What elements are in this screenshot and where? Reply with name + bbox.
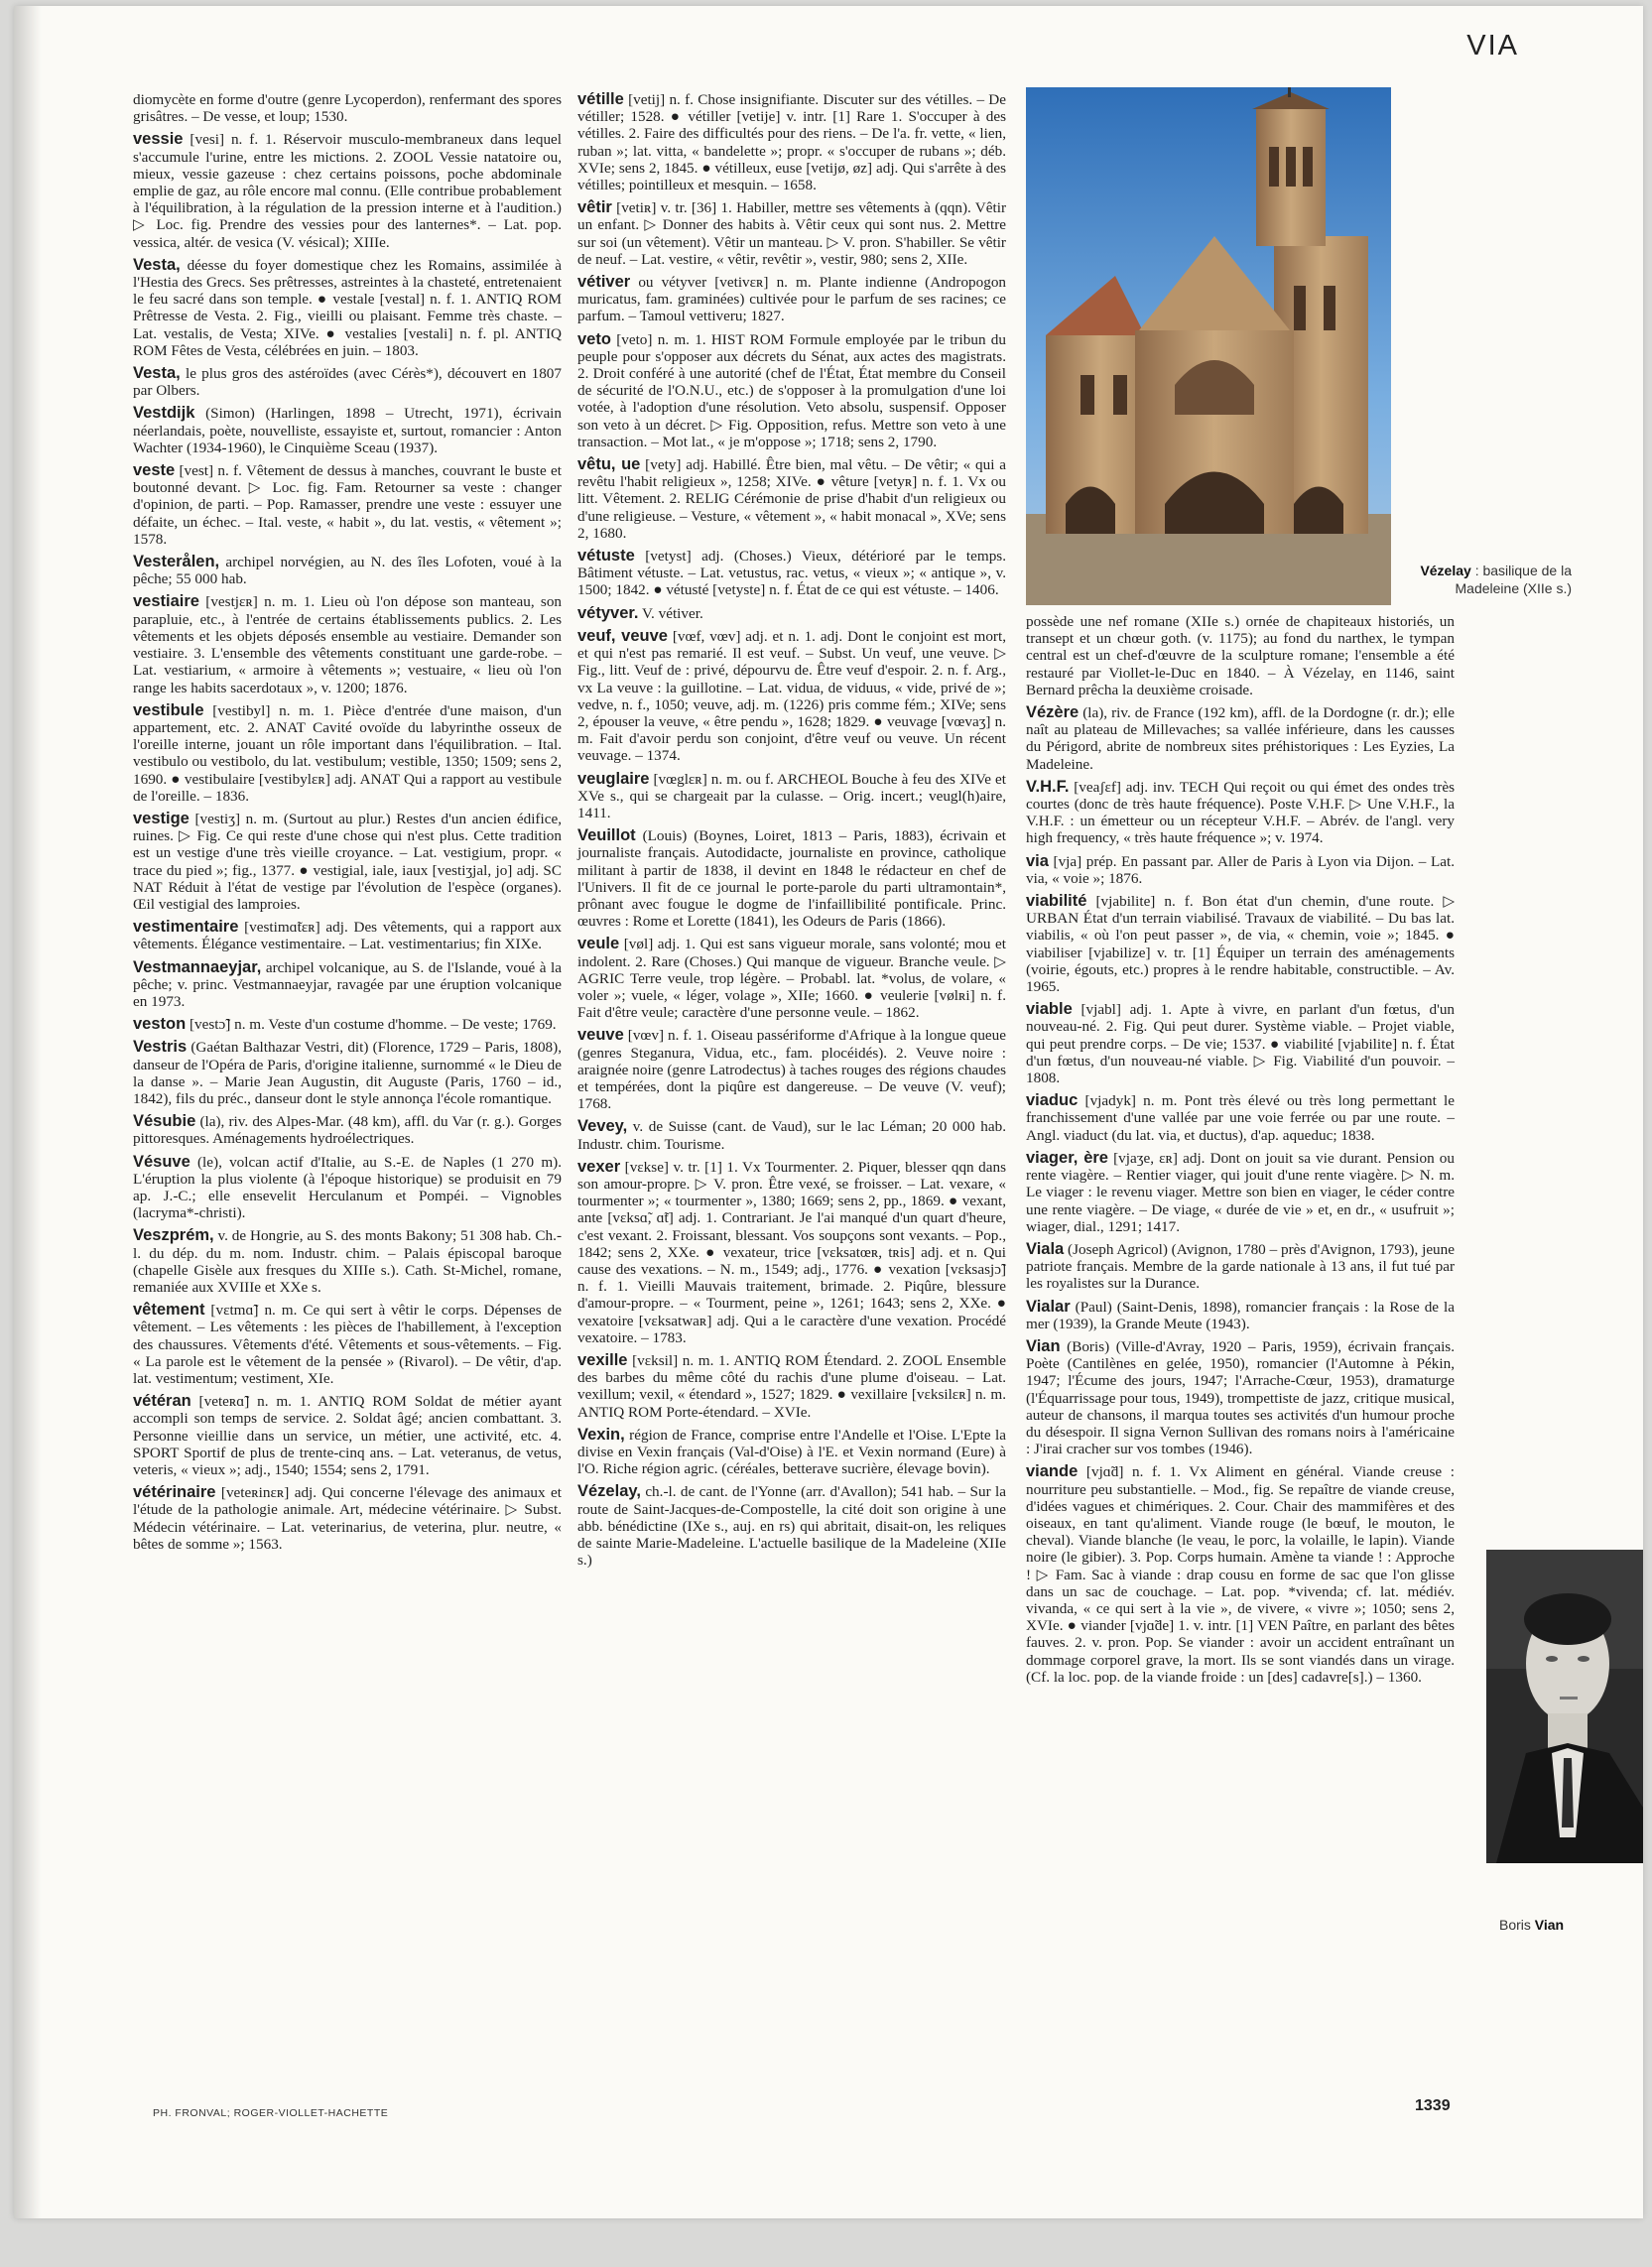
- entry-definition: [vjabilite] n. f. Bon état d'un chemin, d'une route. ▷ URBAN État d'un terrain viabilisé. Travaux de viabilité. – Du bas lat. viabilis, « où l'on peut passer », de via, « chemin, voie »; 1845. ● viabiliser [vjabilize] v. tr. [1] Équiper un terrain des aménagements (voirie, égouts, etc.) propres à le rendre habitable, constructible. – Av. 1965.: [1026, 893, 1456, 996]
- dictionary-entry: [133, 1016, 562, 1033]
- dictionary-entry: [577, 548, 1006, 599]
- vian-first-name: Boris: [1499, 1917, 1531, 1933]
- entry-headword: veston: [133, 1015, 187, 1034]
- entry-definition: [veteʀinɛʀ] adj. Qui concerne l'élevage des animaux et l'étude de la pathologie animale. Art, médecine vétérinaire. ▷ Subst. Médecin vétérinaire. – Lat. veterinarius, de veterina, plur. neutre, « bêtes de somme »; 1563.: [133, 1484, 562, 1553]
- dictionary-entry: [133, 405, 562, 456]
- entry-definition: [vjaʒe, ɛʀ] adj. Dont on jouit sa vie durant. Pension ou rente viagère. – Rentier viager, qui jouit d'une rente viagère. ▷ N. m. Le viager : le revenu viager. Mettre son bien en viager, le céder contre une rente viagère. – De viage, « durée de vie » et, en dr., « usufruit »; wiager, dial., 1291; 1417.: [1026, 1149, 1455, 1235]
- entry-headword: vestibule: [133, 700, 204, 719]
- dictionary-entry: [1026, 779, 1455, 847]
- dictionary-entry: [577, 1118, 1006, 1152]
- entry-definition: [vetiʀ] v. tr. [36] 1. Habiller, mettre ses vêtements à (qqn). Vêtir un enfant. ▷ Donner des habits à. Vêtir ceux qui sont nus. 2. Mettre sur soi (un vêtement). Vêtir un manteau. ▷ V. pron. S'habiller. Se vêtir de neuf. – Lat. vestire, « vêtir, revêtir », vestir, 980; sens 2, XIIe.: [577, 199, 1007, 268]
- entry-headword: via: [1026, 851, 1049, 870]
- dictionary-entry: [133, 593, 562, 695]
- entry-definition: déesse du foyer domestique chez les Romains, assimilée à l'Hestia des Grecs. Ses prêtresses, astreintes à la chasteté, entretenaient le feu sacré dans son temple. ● vestale [vestal] n. f. 1. ANTIQ ROM Prêtresse de Vesta. 2. Fig., vieilli ou plaisant. Femme très chaste. – Lat. vestalis, de Vesta; XIVe. ● vestalies [vestali] n. f. pl. ANTIQ ROM Fêtes de Vesta, célébrées en juin. – 1803.: [133, 256, 563, 359]
- entry-headword: veule: [577, 935, 620, 953]
- dictionary-entry: [133, 1484, 562, 1553]
- entry-definition: possède une nef romane (XIIe s.) ornée de chapiteaux historiés, un transept et un chœur goth. (v. 1175); au fond du narthex, le tympan central est un chef-d'œuvre de la sculpture romane; l'ensemble a été restauré par Viollet-le-Duc en 1840. – À Vézelay, en 1146, saint Bernard prêcha la deuxième croisade.: [1026, 613, 1455, 698]
- entry-headword: Vevey,: [577, 1117, 628, 1136]
- boris-vian-portrait: [1486, 1550, 1643, 1863]
- entry-definition: [vœv] n. f. 1. Oiseau passériforme d'Afrique à la longue queue (genres Steganura, Vidua, etc., fam. plocéidés). 2. Veuve noire : araignée noire (genre Latrodectus) à taches rouges des régions chaudes et tempérées, dont la piqûre est dangereuse. – De veuve (V. veuf); 1768.: [577, 1027, 1006, 1113]
- entry-definition: [vøl] adj. 1. Qui est sans vigueur morale, sans volonté; mou et indolent. 2. Rare (Choses.) Qui manque de vigueur. Branche veule. ▷ AGRIC Terre veule, trop légère. – Probabl. lat. *volus, de volare, « voler »; vuele, « léger, volage », XIIe; 1660. ● veulerie [vølʀi] n. f. Fait d'être veule; caractère d'une personne veule. – 1862.: [577, 936, 1006, 1022]
- entry-headword: vêtu, ue: [577, 455, 641, 474]
- entry-definition: [vɛkse] v. tr. [1] 1. Vx Tourmenter. 2. Piquer, blesser qqn dans son amour-propre. ▷ V. pron. Être vexé, se froisser. – Lat. vexare, « tourmenter »; « tourmenter », 1380; 1669; sens 2, pp., 1869. ● vexant, ante [vɛksɑ̃, ɑ̃t] adj. 1. Contrariant. Je l'ai manqué d'un quart d'heure, c'est vexant. 2. Froissant, blessant. Vos soupçons sont vexants. – Pop., 1842; sens 2, XXe. ● vexateur, trice [vɛksatœʀ, tʀis] adj. et n. Qui cause des vexations. – N. m., 1549; adj., 1776. ● vexation [vɛksasjɔ̃] n. f. 1. Vieilli Mauvais traitement, brimade. 2. Piqûre, blessure d'amour-propre. – « Tourment, peine », 1261; 1643; sens 2, XXe. ● vexatoire [vɛksatwaʀ] adj. Qui a le caractère d'une vexation. Procédé vexatoire. – 1783.: [577, 1158, 1006, 1346]
- entry-definition: diomycète en forme d'outre (genre Lycoperdon), renfermant des spores grisâtres. – De vesse, et loup; 1530.: [133, 91, 562, 126]
- entry-definition: [vœglɛʀ] n. m. ou f. ARCHEOL Bouche à feu des XIVe et XVe s., qui se chargeait par la culasse. – Orig. incert.; veugl(h)aire, 1411.: [577, 770, 1006, 821]
- entry-definition: [vety] adj. Habillé. Être bien, mal vêtu. – De vêtir; « qui a revêtu l'habit religieux », 1258; XIVe. ● vêture [vetyʀ] n. f. 1. Vx ou litt. Vêtement. 2. RELIG Cérémonie de prise d'habit d'un religieux ou d'une religieuse. – Vesture, « vêtement », « habit monacal », XVe; sens 2, 1680.: [577, 456, 1006, 542]
- entry-headword: viande: [1026, 1462, 1079, 1481]
- dictionary-entry: [577, 628, 1006, 765]
- dictionary-entry: [133, 1039, 562, 1107]
- entry-headword: viable: [1026, 1000, 1073, 1019]
- dictionary-entry: [133, 1113, 562, 1147]
- entry-definition: [vestimɑ̃tɛʀ] adj. Des vêtements, qui a rapport aux vêtements. Élégance vestimentaire. – Lat. vestimentarius; fin XIXe.: [133, 919, 563, 953]
- entry-headword: vétille: [577, 90, 624, 108]
- dictionary-entry: [577, 331, 1006, 450]
- column-3: [1026, 613, 1455, 1692]
- dictionary-entry: [133, 811, 562, 913]
- entry-definition: [vesi] n. f. 1. Réservoir musculo-membraneux dans lequel s'accumule l'urine, entre les mictions. 2. ZOOL Vessie natatoire ou, mieux, vessie gazeuse : chez certains poissons, poche abdominale emplie de gaz, au rôle encore mal connu. (Elle contribue probablement à l'équilibration, à la régulation de la pression interne et à l'audition.) ▷ Loc. fig. Prendre des vessies pour des lanternes*. – Lat. pop. vessica, altér. de vesica (V. vésical); XIIIe.: [133, 131, 563, 251]
- dictionary-entry: [1026, 704, 1455, 773]
- dictionary-entry: [133, 1393, 562, 1478]
- entry-definition: (Simon) (Harlingen, 1898 – Utrecht, 1971), écrivain néerlandais, poète, nouvelliste, essayiste et, surtout, romancier : Anton Wachter (1934-1960), le Cinquième Sceau (1937).: [133, 405, 562, 456]
- vezelay-basilica-photo: [1026, 87, 1391, 605]
- entry-headword: V.H.F.: [1026, 777, 1070, 796]
- entry-definition: [vjabl] adj. 1. Apte à vivre, en parlant d'un fœtus, d'un nouveau-né. 2. Fig. Qui peut durer. Système viable. – Projet viable, qui peut prendre corps. – De vie; 1537. ● viabilité [vjabilite] n. f. État d'un fœtus, d'un nouveau-né viable. ▷ Fig. Viabilité d'un pouvoir. – 1808.: [1026, 1001, 1456, 1087]
- entry-definition: [vɛksil] n. m. 1. ANTIQ ROM Étendard. 2. ZOOL Ensemble des barbes du même côté du rachis d'une plume d'oiseau. – Lat. vexillum; vexil, « étendard », 1527; 1829. ● vexillaire [vɛksilɛʀ] n. m. ANTIQ ROM Porte-étendard. – XVIe.: [577, 1352, 1007, 1421]
- entry-headword: vessie: [133, 130, 184, 149]
- dictionary-entry: [133, 1302, 562, 1387]
- entry-headword: Vésubie: [133, 1112, 196, 1131]
- entry-headword: Vézelay,: [577, 1482, 641, 1501]
- entry-definition: (la), riv. de France (192 km), affl. de la Dordogne (r. dr.); elle naît au plateau de Millevaches; sa vallée inférieure, dans les causses du Périgord, abrite de nombreux sites préhistoriques : Les Eyzies, La Madeleine.: [1026, 704, 1455, 773]
- entry-headword: Veuillot: [577, 826, 636, 845]
- entry-headword: vêtir: [577, 198, 612, 217]
- entry-definition: V. vétiver.: [642, 604, 703, 622]
- entry-definition: (la), riv. des Alpes-Mar. (48 km), affl. du Var (r. g.). Gorges pittoresques. Aménagements hydroélectriques.: [133, 1113, 563, 1148]
- entry-headword: Vézère: [1026, 703, 1080, 722]
- entry-definition: région de France, comprise entre l'Andelle et l'Oise. L'Epte la divise en Vexin français (Val-d'Oise) à l'E. et Vexin normand (Eure) à l'O. Riche région agric. (céréales, betterave sucrière, élevage bovin).: [577, 1426, 1006, 1478]
- dictionary-entry: [1026, 613, 1455, 698]
- entry-headword: Vialar: [1026, 1297, 1071, 1316]
- dictionary-entry: [1026, 1092, 1455, 1144]
- entry-definition: [veaʃɛf] adj. inv. TECH Qui reçoit ou qui émet des ondes très courtes (donc de très haute fréquence). Poste V.H.F. ▷ Une V.H.F., la V.H.F. : un émetteur ou un récepteur V.H.F. – Abrév. de l'angl. very high frequency, « très haute fréquence »; v. 1974.: [1026, 778, 1455, 847]
- entry-headword: veto: [577, 329, 611, 348]
- vian-last-name: Vian: [1534, 1917, 1565, 1933]
- entry-definition: [vestiʒ] n. m. (Surtout au plur.) Restes d'un ancien édifice, ruines. ▷ Fig. Ce qui reste d'une chose qui n'est plus. Cette tradition est un vestige d'une très vieille croyance. – Lat. vestigium, propr. « trace du pied »; fig., 1377. ● vestigial, iale, iaux [vestiʒjal, jo] adj. SC NAT Réduit à l'état de vestige par l'évolution de l'espèce (organes). Œil vestigial des lamproies.: [133, 810, 562, 913]
- dictionary-entry: [1026, 853, 1455, 887]
- entry-headword: vétyver.: [577, 603, 639, 622]
- entry-definition: [vestɔ̃] n. m. Veste d'un costume d'homme. – De veste; 1769.: [189, 1016, 557, 1034]
- entry-headword: vestimentaire: [133, 918, 239, 937]
- page-number: 1339: [1415, 2097, 1451, 2114]
- entry-headword: vétéran: [133, 1392, 191, 1411]
- dictionary-entry: [1026, 893, 1455, 995]
- dictionary-entry: [577, 1483, 1006, 1569]
- entry-definition: (Gaétan Balthazar Vestri, dit) (Florence, 1729 – Paris, 1808), danseur de l'Opéra de Paris, d'origine italienne, surnommé « le Dieu de la danse ». – Marie Jean Augustin, dit Auguste (Paris, 1760 – id., 1842), fils du préc., danseur dont le style annonça l'école romantique.: [133, 1039, 562, 1107]
- dictionary-entry: [133, 1154, 562, 1222]
- entry-definition: v. de Hongrie, au S. des monts Bakony; 51 308 hab. Ch.-l. du dép. du m. nom. Industr. chim. – Palais épiscopal baroque (chapelle Gisèle aux fresques du XIIIe s.). Cath. St-Michel, romane, remaniée aux XVIIIe et XXe s.: [133, 1227, 563, 1296]
- dictionary-entry: [1026, 1299, 1455, 1332]
- dictionary-entry: [1026, 1150, 1455, 1235]
- dictionary-entry: [133, 257, 562, 359]
- entry-definition: [vestjɛʀ] n. m. 1. Lieu où l'on dépose son manteau, son parapluie, etc., à l'entrée de certains établissements publics. 2. Les vêtements et les objets déposés ensemble au vestiaire. Demander son vestiaire. 3. L'ensemble des vêtements constituant une garde-robe. – Lat. vestiarium, « armoire à vêtements »; vestuaire, « lieu où l'on range les habits sacerdotaux », v. 1200; 1876.: [133, 593, 563, 696]
- entry-definition: (Joseph Agricol) (Avignon, 1780 – près d'Avignon, 1793), jeune patriote français. Membre de la garde nationale à 13 ans, il fut tué par les royalistes sur la Durance.: [1026, 1240, 1455, 1293]
- dictionary-entry: [133, 554, 562, 587]
- entry-headword: Vestdijk: [133, 404, 195, 423]
- entry-headword: veuglaire: [577, 769, 650, 788]
- entry-headword: Vestris: [133, 1038, 188, 1057]
- entry-headword: Vian: [1026, 1336, 1061, 1355]
- entry-definition: [veteʀɑ̃] n. m. 1. ANTIQ ROM Soldat de métier ayant accompli son temps de service. 2. Soldat âgé; ancien combattant. 3. Personne vieillie dans un service, un métier, une activité, etc. 4. SPORT Sportif de plus de trente-cinq ans. – Lat. veteranus, de vetus, veteris, « vieux »; adj., 1540; 1554; sens 2, 1791.: [133, 1393, 563, 1479]
- entry-definition: [vest] n. f. Vêtement de dessus à manches, couvrant le buste et boutonné devant. ▷ Loc. fig. Fam. Retourner sa veste : changer d'opinion, de parti. – Pop. Ramasser, prendre une veste : essuyer une défaite, un échec. – Ital. veste, « habit », du lat. vestis, « vêtement »; 1578.: [133, 462, 563, 548]
- entry-headword: Vésuve: [133, 1152, 191, 1171]
- dictionary-entry: [577, 936, 1006, 1021]
- dictionary-entry: [1026, 1463, 1455, 1686]
- entry-headword: Vesterålen,: [133, 553, 220, 571]
- entry-definition: [vetij] n. f. Chose insignifiante. Discuter sur des vétilles. – De vétiller; 1528. ● vétiller [vetije] v. intr. [1] Rare 1. S'occuper à des vétilles. 2. Faire des difficultés pour des riens. – De l'a. fr. vette, « lien, ruban »; lat. vitta, « bandelette »; propr. « s'occuper de rubans »; déb. XVIe; sens 2, 1845. ● vétilleux, euse [vetijø, øz] adj. Qui s'arrête à des vétilles; pointilleux et mesquin. – 1658.: [577, 91, 1007, 194]
- dictionary-entry: [577, 827, 1006, 930]
- dictionary-entry: [577, 199, 1006, 268]
- dictionary-entry: [133, 462, 562, 548]
- dictionary-entry: [133, 702, 562, 805]
- dictionary-entry: [133, 131, 562, 250]
- entry-definition: le plus gros des astéroïdes (avec Cérès*), découvert en 1807 par Olbers.: [133, 365, 562, 400]
- dictionary-entry: [577, 1027, 1006, 1112]
- entry-headword: viaduc: [1026, 1091, 1079, 1110]
- dictionary-entry: [133, 1227, 562, 1296]
- dictionary-entry: [1026, 1241, 1455, 1293]
- vezelay-basilica-illustration: [1026, 87, 1391, 605]
- entry-definition: [veto] n. m. 1. HIST ROM Formule employée par le tribun du peuple pour s'opposer aux décrets du Sénat, aux actes des magistrats. 2. Droit conféré à une autorité (chef de l'État, État membre du Conseil de sécurité de l'O.N.U., etc.) de s'opposer à la promulgation d'une loi votée, à l'adoption d'une résolution. Veto absolu, suspensif. Opposer son veto à un décret. ▷ Fig. Opposition, refus. Mettre son veto à une transaction. – Mot lat., « je m'oppose »; 1718; sens 2, 1790.: [577, 330, 1006, 450]
- entry-headword: veuf, veuve: [577, 626, 668, 645]
- entry-definition: [vjɑ̃d] n. f. 1. Vx Aliment en général. Viande creuse : nourriture peu substantielle. – Mod., fig. Se repaître de viande creuse, d'idées vagues et chimériques. 2. Cour. Chair des mammifères et des oiseaux, en tant qu'aliment. Viande rouge (le bœuf, le mouton, le cheval). Viande blanche (le veau, le porc, la volaille, le lapin). Viande noire (le gibier). 3. Pop. Corps humain. Amène ta viande ! : Approche ! ▷ Fam. Sac à viande : drap cousu en forme de sac que l'on glisse dans un sac de couchage. – Lat. pop. *vivenda; cf. lat. médiév. vivanda, « ce qui sert à la vie », de vivere, « vivre »; 1050; sens 2, XVIe. ● viander [vjɑ̃de] 1. v. intr. [1] VEN Paître, en parlant des bêtes fauves. 2. v. pron. Pop. Se viander : avoir un accident entraînant un dommage corporel grave, la mort. Ils se sont viandés dans un virage. (Cf. la loc. pop. de la viande froide : un [des] cadavre[s].) – 1360.: [1026, 1463, 1456, 1686]
- entry-headword: vestige: [133, 809, 190, 827]
- column-2: [577, 91, 1006, 1574]
- entry-definition: [vɛtmɑ̃] n. m. Ce qui sert à vêtir le corps. Dépenses de vêtement. – Les vêtements : les pièces de l'habillement, à l'exception des chaussures. Vêtements d'été. Vêtements et sous-vêtements. – Fig. « La parole est le vêtement de la pensée » (Rivarol). – De vêtir, d'ap. lat. vestimentum; vestiment, XIe.: [133, 1302, 563, 1388]
- dictionary-entry: [133, 91, 562, 125]
- dictionary-entry: [133, 919, 562, 952]
- entry-definition: [vja] prép. En passant par. Aller de Paris à Lyon via Dijon. – Lat. via, « voie »; 1876.: [1026, 852, 1455, 887]
- boris-vian-caption: [1499, 1917, 1564, 1933]
- dictionary-entry: [577, 1427, 1006, 1478]
- dictionary-entry: [577, 1159, 1006, 1346]
- dictionary-entry: [577, 456, 1006, 542]
- dictionary-entry: [577, 605, 1006, 622]
- entry-definition: (Paul) (Saint-Denis, 1898), romancier français : la Rose de la mer (1939), la Grande Meute (1943).: [1026, 1298, 1455, 1332]
- entry-definition: archipel volcanique, au S. de l'Islande, voué à la pêche; v. princ. Vestmannaeyjar, ravagée par une éruption volcanique en 1973.: [133, 958, 562, 1010]
- entry-definition: v. de Suisse (cant. de Vaud), sur le lac Léman; 20 000 hab. Industr. chim. Tourisme.: [577, 1118, 1007, 1153]
- entry-headword: vestiaire: [133, 592, 199, 611]
- entry-headword: Viala: [1026, 1239, 1065, 1258]
- dictionary-page: [14, 6, 1643, 2218]
- dictionary-entry: [577, 771, 1006, 822]
- entry-headword: Veszprém,: [133, 1226, 214, 1245]
- entry-definition: (Louis) (Boynes, Loiret, 1813 – Paris, 1883), écrivain et journaliste français. Autodidacte, journaliste en province, catholique militant à partir de 1838, il devint en 1848 le rédacteur en chef de l'Univers. Il fit de ce journal le porte-parole du parti ultramontain*, prônant avec fougue le dogme de l'infaillibilité pontificale. Princ. œuvres : Rome et Lorette (1841), les Odeurs de Paris (1866).: [577, 827, 1007, 931]
- entry-headword: veuve: [577, 1026, 624, 1045]
- dictionary-entry: [577, 1352, 1006, 1421]
- running-header: VIA: [1466, 30, 1519, 62]
- dictionary-entry: [133, 365, 562, 399]
- entry-definition: (Boris) (Ville-d'Avray, 1920 – Paris, 1959), écrivain français. Poète (Cantilènes en gelée, 1950), romancier (l'Automne à Pékin, 1947; l'Écume des jours, 1947; l'Arrache-Cœur, 1953), dramaturge (l'Équarrissage pour tous, 1949), trompettiste de jazz, critique musical, auteur de chansons, il marqua toutes ses activités d'un humour proche du désespoir. Il signa Vernon Sullivan des romans noirs à l'américaine : J'irai cracher sur vos tombes (1946).: [1026, 1337, 1455, 1458]
- entry-headword: vexer: [577, 1157, 621, 1176]
- photo-credit: PH. FRONVAL; ROGER-VIOLLET-HACHETTE: [153, 2107, 389, 2119]
- vezelay-caption: [1403, 562, 1572, 597]
- entry-headword: vexille: [577, 1351, 628, 1370]
- entry-definition: (le), volcan actif d'Italie, au S.-E. de Naples (1 270 m). L'éruption la plus violente (à l'époque historique) se produisit en 79 ap. J.-C.; elle ensevelit Herculanum et Pompéi. – Vignobles (lacryma*-christi).: [133, 1153, 562, 1222]
- dictionary-entry: [1026, 1001, 1455, 1086]
- entry-headword: Vesta,: [133, 364, 181, 383]
- entry-definition: ch.-l. de cant. de l'Yonne (arr. d'Avallon); 541 hab. – Sur la route de Saint-Jacques-de-Compostelle, la cité doit son origine à une abb. bénédictine (IXe s., auj. en rs) qui abritait, disait-on, les reliques de sainte Marie-Madeleine. L'actuelle basilique de la Madeleine (XIIe s.): [577, 1483, 1006, 1570]
- boris-vian-portrait-illustration: [1486, 1550, 1643, 1863]
- column-1: [133, 91, 562, 1559]
- entry-definition: archipel norvégien, au N. des îles Lofoten, voué à la pêche; 55 000 hab.: [133, 554, 563, 588]
- dictionary-entry: [1026, 1338, 1455, 1457]
- entry-definition: [vestibyl] n. m. 1. Pièce d'entrée d'une maison, d'un appartement, etc. 2. ANAT Cavité ovoïde du labyrinthe osseux de l'oreille interne, jouant un rôle important dans l'équilibration. – Ital. vestibulo ou vestibolo, du lat. vestibulum; vestible, 1350; 1509; sens 2, 1690. ● vestibulaire [vestibylɛʀ] adj. ANAT Qui a rapport au vestibule de l'oreille. – 1836.: [133, 701, 563, 805]
- entry-headword: vétiver: [577, 273, 631, 292]
- entry-headword: Vestmannaeyjar,: [133, 957, 262, 976]
- entry-headword: viager, ère: [1026, 1148, 1108, 1167]
- vezelay-caption-name: Vézelay: [1420, 563, 1471, 578]
- dictionary-entry: [577, 91, 1006, 193]
- vezelay-caption-text: : basilique de la Madeleine (XIIe s.): [1455, 563, 1572, 596]
- entry-definition: [vjadyk] n. m. Pont très élevé ou très long permettant le franchissement d'une vallée par une voie ferrée ou par une route. – Angl. viaduct (du lat. via, et ductus), d'ap. aqueduc; 1838.: [1026, 1092, 1456, 1144]
- entry-definition: [vœf, vœv] adj. et n. 1. adj. Dont le conjoint est mort, et qui n'est pas remarié. Il est veuf. – Subst. Un veuf, une veuve. ▷ Fig., litt. Veuf de : privé, dépourvu de. Être veuf d'espoir. 2. n. f. Arg., vx La veuve : la guillotine. – Lat. vidua, de viduus, « vide, privé de »; vedve, n. f., 1050; veuve, adj. m. (1226) pris comme fém.; XIVe; sens 2, épouser la veuve, « être pendu », 1628; 1829. ● veuvage [vœvaʒ] n. m. Fait d'avoir perdu son conjoint, d'être veuf ou veuve. Un récent veuvage. – 1374.: [577, 627, 1007, 765]
- entry-definition: [vetyst] adj. (Choses.) Vieux, détérioré par le temps. Bâtiment vétuste. – Lat. vetustus, rac. vetus, « vieux »; « antique », v. 1500; 1842. ● vétusté [vetyste] n. f. État de ce qui est vétuste. – 1406.: [577, 548, 1007, 599]
- entry-headword: veste: [133, 461, 176, 480]
- entry-headword: Vexin,: [577, 1425, 625, 1444]
- dictionary-entry: [133, 959, 562, 1011]
- entry-definition: ou vétyver [vetivɛʀ] n. m. Plante indienne (Andropogon muricatus, fam. graminées) cultivée pour le parfum de ses racines; ce parfum. – Tamoul vettiveru; 1827.: [577, 274, 1007, 325]
- binding-shadow: [14, 6, 42, 2218]
- dictionary-entry: [577, 274, 1006, 325]
- entry-headword: vétérinaire: [133, 1483, 216, 1502]
- entry-headword: vêtement: [133, 1301, 205, 1320]
- entry-headword: Vesta,: [133, 255, 181, 274]
- entry-headword: vétuste: [577, 547, 635, 566]
- entry-headword: viabilité: [1026, 892, 1087, 911]
